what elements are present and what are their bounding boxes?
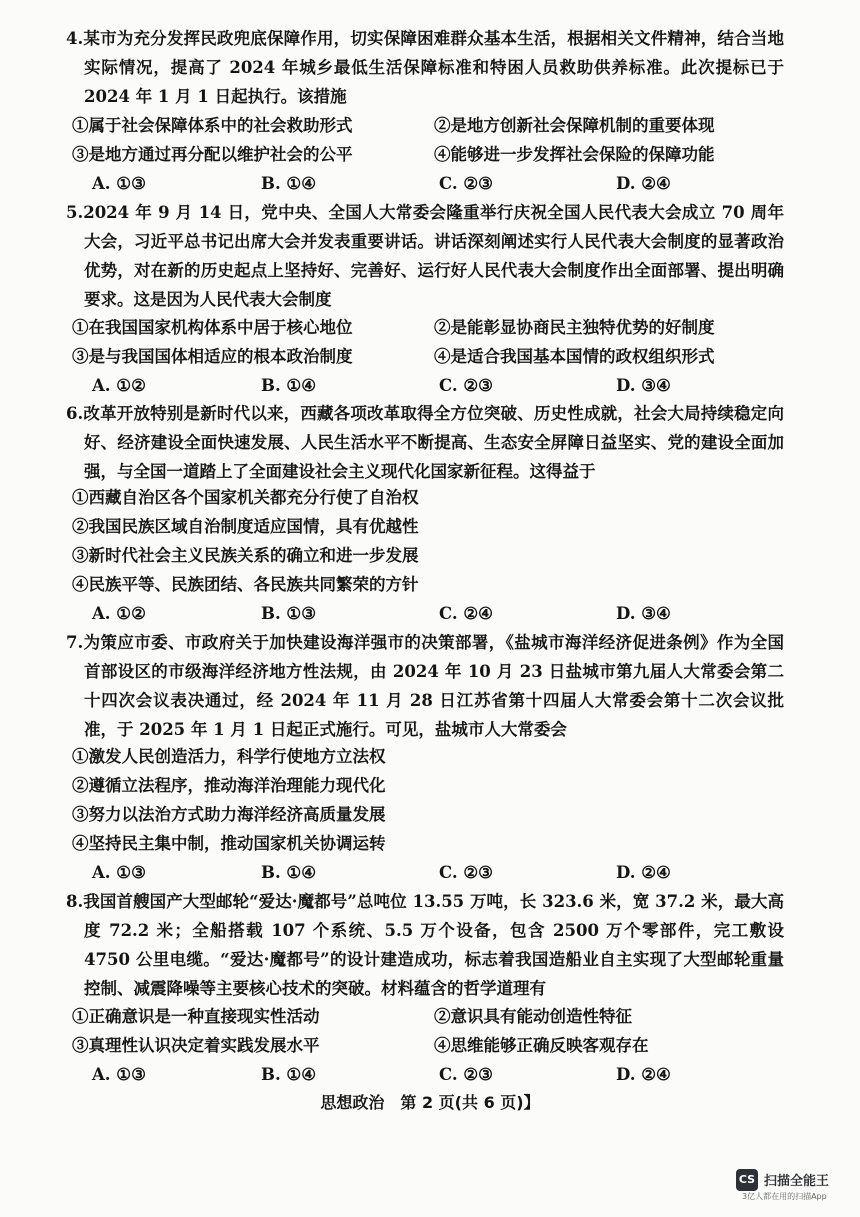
answer-c: C. ②③ bbox=[439, 863, 493, 882]
scanner-watermark bbox=[736, 1167, 846, 1201]
option-1: ①正确意识是一种直接现实性活动 bbox=[72, 1007, 320, 1026]
option-3: ③努力以法治方式助力海洋经济高质量发展 bbox=[72, 805, 386, 824]
page-footer: 思想政治 第 2 页(共 6 页)】 bbox=[320, 1093, 540, 1112]
option-1: ①西藏自治区各个国家机关都充分行使了自治权 bbox=[72, 488, 419, 507]
answer-c: C. ②③ bbox=[439, 174, 493, 193]
answer-c: C. ②④ bbox=[439, 604, 493, 623]
answer-d: D. ③④ bbox=[616, 376, 671, 395]
option-4: ④是适合我国基本国情的政权组织形式 bbox=[434, 347, 715, 366]
option-row bbox=[72, 342, 772, 371]
answer-a: A. ①② bbox=[92, 376, 146, 395]
answer-d: D. ②④ bbox=[616, 863, 671, 882]
question-stem: 6.改革开放特别是新时代以来，西藏各项改革取得全方位突破、历史性成就，社会大局持续稳定向好、经济建设全面快速发展、人民生活水平不断提高、生态安全屏障日益坚实、党的建设全面加强，与全国一道踏上了全面建设社会主义现代化国家新征程。这得益于 bbox=[66, 404, 784, 481]
option-2: ②是能彰显协商民主独特优势的好制度 bbox=[434, 318, 715, 337]
option-1: ①在我国国家机构体系中居于核心地位 bbox=[72, 318, 353, 337]
question-stem: 8.我国首艘国产大型邮轮“爱达·魔都号”总吨位 13.55 万吨，长 323.6 米，宽 37.2 米，最大高度 72.2 米；全船搭载 107 个系统、5.5 万个设备，包含 2500 万个零部件，完工敷设 4750 公里电缆。“爱达·魔都号”的设计建造成功，标志着我国造船业自主实现了大型邮轮重量控制、减震降噪等主要核心技术的突破。材料蕴含的哲学道理有 bbox=[66, 892, 784, 998]
answer-choices bbox=[92, 599, 732, 628]
answer-choices bbox=[92, 1060, 732, 1089]
answer-d: D. ②④ bbox=[616, 1065, 671, 1084]
option-2: ②遵循立法程序，推动海洋治理能力现代化 bbox=[72, 776, 386, 795]
option-2: ②意识具有能动创造性特征 bbox=[434, 1007, 632, 1026]
answer-a: A. ①③ bbox=[92, 1065, 146, 1084]
option-4: ④坚持民主集中制，推动国家机关协调运转 bbox=[72, 834, 386, 853]
option-2: ②我国民族区域自治制度适应国情，具有优越性 bbox=[72, 517, 419, 536]
answer-a: A. ①③ bbox=[92, 174, 146, 193]
answer-b: B. ①④ bbox=[261, 174, 317, 193]
answer-b: B. ①③ bbox=[261, 604, 317, 623]
watermark-app-name: 扫描全能王 bbox=[764, 1174, 830, 1189]
answer-choices bbox=[92, 169, 732, 198]
option-4: ④思维能够正确反映客观存在 bbox=[434, 1036, 649, 1055]
option-1: ①激发人民创造活力，科学行使地方立法权 bbox=[72, 747, 386, 766]
option-row bbox=[72, 140, 772, 169]
answer-a: A. ①② bbox=[92, 604, 146, 623]
option-4: ④能够进一步发挥社会保险的保障功能 bbox=[434, 145, 715, 164]
answer-choices bbox=[92, 858, 732, 887]
question-stem: 5.2024 年 9 月 14 日，党中央、全国人大常委会隆重举行庆祝全国人民代表大会成立 70 周年大会，习近平总书记出席大会并发表重要讲话。讲话深刻阐述实行人民代表大会制度的显著政治优势，对在新的历史起点上坚持好、完善好、运行好人民代表大会制度作出全面部署、提出明确要求。这是因为人民代表大会制度 bbox=[66, 203, 784, 309]
option-3: ③是与我国国体相适应的根本政治制度 bbox=[72, 347, 353, 366]
question-stem: 7.为策应市委、市政府关于加快建设海洋强市的决策部署，《盐城市海洋经济促进条例》作为全国首部设区的市级海洋经济地方性法规，由 2024 年 10 月 23 日盐城市第九届人大常委会第二十四次会议表决通过，经 2024 年 11 月 28 日江苏省第十四届人大常委会第十二次会议批准，于 2025 年 1 月 1 日起正式施行。可见，盐城市人大常委会 bbox=[66, 633, 784, 739]
option-row bbox=[72, 111, 772, 140]
option-row bbox=[72, 313, 772, 342]
answer-a: A. ①③ bbox=[92, 863, 146, 882]
option-row bbox=[72, 1002, 772, 1031]
answer-d: D. ③④ bbox=[616, 604, 671, 623]
answer-d: D. ②④ bbox=[616, 174, 671, 193]
option-4: ④民族平等、民族团结、各民族共同繁荣的方针 bbox=[72, 575, 419, 594]
answer-b: B. ①④ bbox=[261, 863, 317, 882]
camscanner-logo-icon: CS bbox=[736, 1169, 758, 1191]
answer-b: B. ①④ bbox=[261, 376, 317, 395]
answer-c: C. ②③ bbox=[439, 1065, 493, 1084]
option-2: ②是地方创新社会保障机制的重要体现 bbox=[434, 116, 715, 135]
option-3: ③新时代社会主义民族关系的确立和进一步发展 bbox=[72, 546, 419, 565]
option-3: ③是地方通过再分配以维护社会的公平 bbox=[72, 145, 353, 164]
option-row bbox=[72, 1031, 772, 1060]
option-3: ③真理性认识决定着实践发展水平 bbox=[72, 1036, 320, 1055]
answer-choices bbox=[92, 371, 732, 400]
answer-c: C. ②③ bbox=[439, 376, 493, 395]
answer-b: B. ①④ bbox=[261, 1065, 317, 1084]
watermark-tagline: 3亿人都在用的扫描App bbox=[742, 1192, 827, 1201]
option-1: ①属于社会保障体系中的社会救助形式 bbox=[72, 116, 353, 135]
question-stem: 4.某市为充分发挥民政兜底保障作用，切实保障困难群众基本生活，根据相关文件精神，结合当地实际情况，提高了 2024 年城乡最低生活保障标准和特困人员救助供养标准。此次提标已于 2024 年 1 月 1 日起执行。该措施 bbox=[66, 29, 784, 106]
